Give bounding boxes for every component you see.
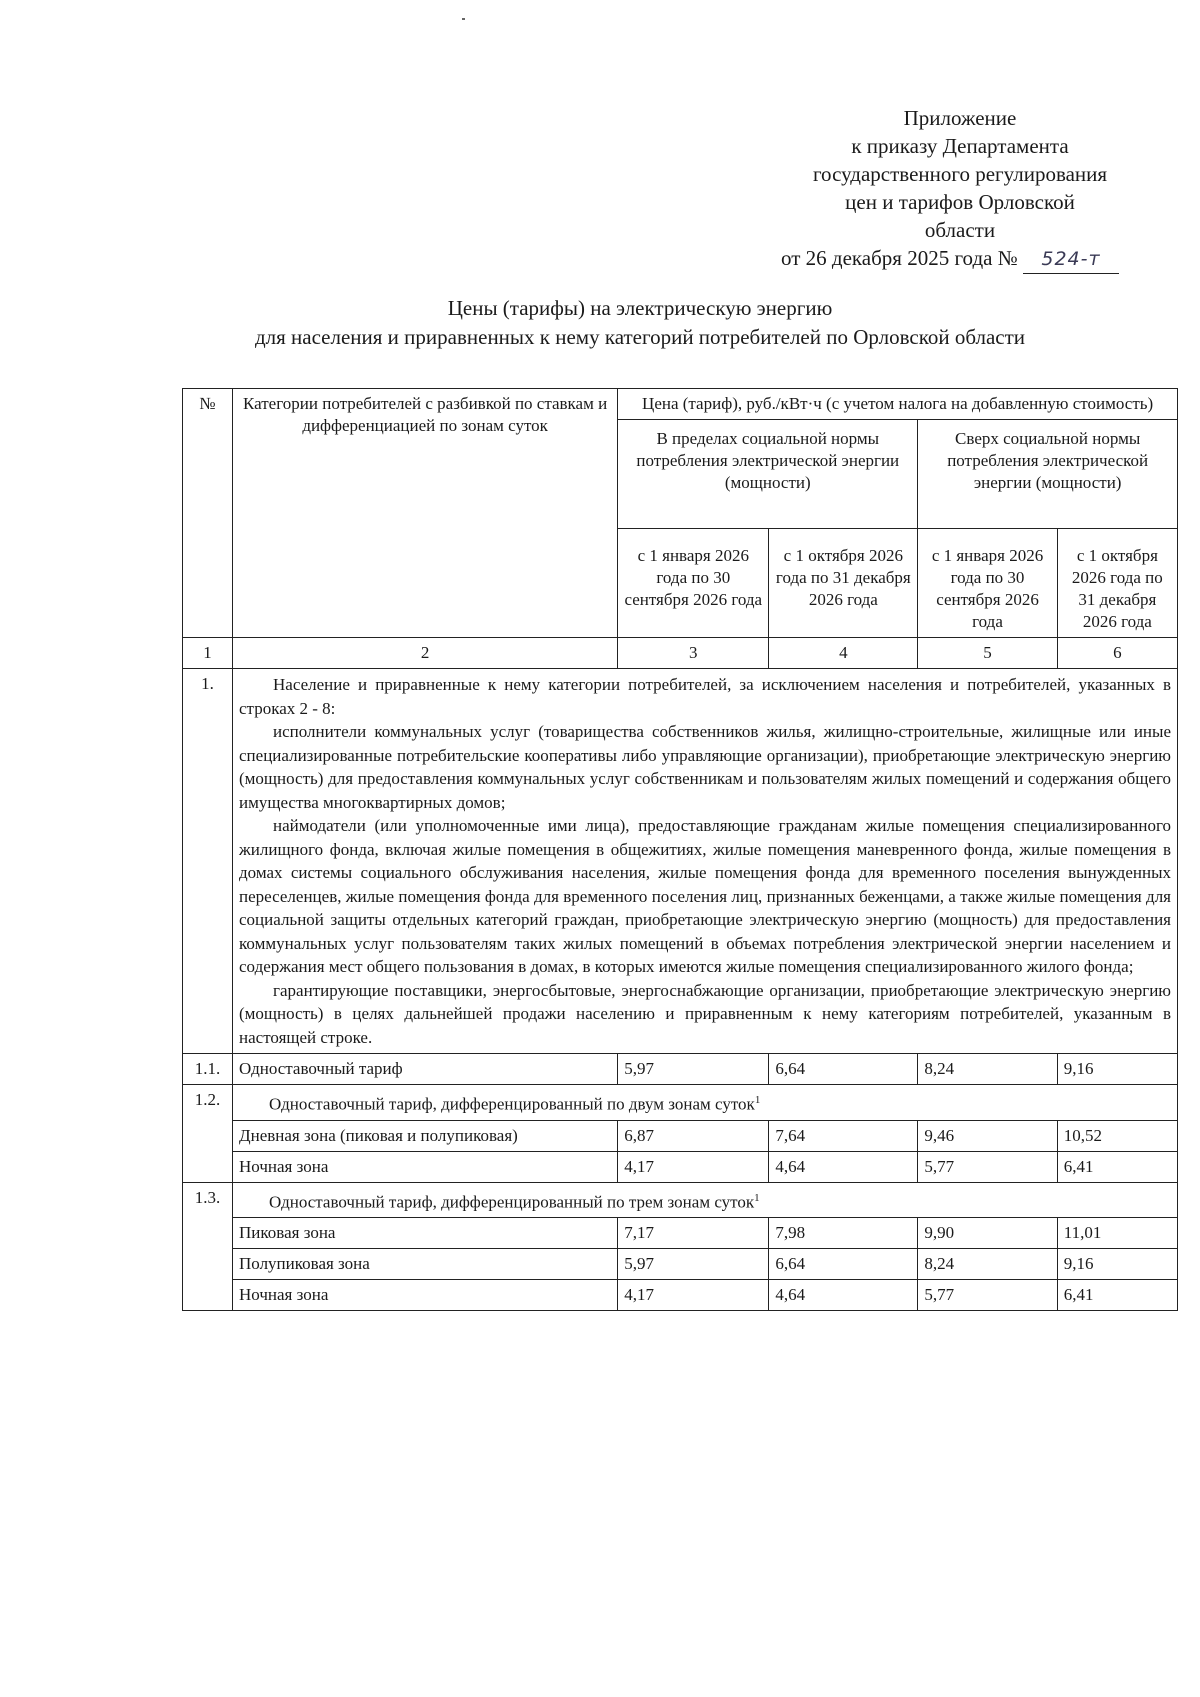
column-number: 2 (233, 638, 618, 669)
tariff-value: 5,77 (918, 1151, 1057, 1182)
table-row (183, 1280, 1178, 1311)
tariff-value: 4,17 (618, 1151, 769, 1182)
paragraph: гарантирующие поставщики, энергосбытовые, энергоснабжающие организации, приобретающие электрическую энергию (мощность) в целях дальнейшей продажи населению и приравненным к нему категориям потребителей, указанным в настоящей строке. (239, 980, 1171, 1047)
tariff-value: 7,98 (769, 1218, 918, 1249)
appendix-line: области (924, 218, 996, 242)
appendix-block (740, 104, 1180, 274)
tariff-value: 9,90 (918, 1218, 1057, 1249)
appendix-line: к приказу Департамента (851, 134, 1069, 158)
header-within-norm: В пределах социальной нормы потребления электрической энергии (мощности) (618, 420, 918, 529)
paragraph: Население и приравненные к нему категории потребителей, за исключением населения и потребителей, указанных в строках 2 - 8: (239, 675, 1171, 718)
group-label-text: Одноставочный тариф, дифференцированный по двум зонам суток (269, 1094, 755, 1114)
table-row (183, 1182, 1178, 1218)
row-number: 1.1. (183, 1054, 233, 1085)
section-1-description (233, 669, 1178, 1054)
title-line-1: Цены (тарифы) на электрическую энергию (447, 296, 833, 320)
tariff-value: 4,64 (769, 1280, 918, 1311)
tariff-value: 5,97 (618, 1054, 769, 1085)
tariff-value: 6,41 (1057, 1151, 1177, 1182)
tariff-value: 6,64 (769, 1249, 918, 1280)
header-price: Цена (тариф), руб./кВт·ч (с учетом налога на добавленную стоимость) (618, 389, 1178, 420)
header-category: Категории потребителей с разбивкой по ставкам и дифференциацией по зонам суток (233, 389, 618, 638)
scan-speck (462, 18, 465, 20)
tariff-value: 5,97 (618, 1249, 769, 1280)
paragraph: исполнители коммунальных услуг (товарищества собственников жилья, жилищно-строительные, жилищные или иные специализированные потребительские кооперативы либо управляющие организации), приобретающие электрическую энергию (мощность) для предоставления коммунальных услуг собственникам и пользователям жилых помещений и содержания общего имущества многоквартирных домов; (239, 722, 1171, 812)
row-label: Ночная зона (233, 1151, 618, 1182)
column-number-row (183, 638, 1178, 669)
order-reference (720, 244, 1180, 274)
row-label: Одноставочный тариф (233, 1054, 618, 1085)
table-row (183, 1054, 1178, 1085)
row-label: Пиковая зона (233, 1218, 618, 1249)
header-period: с 1 октября 2026 года по 31 декабря 2026 года (769, 529, 918, 638)
table-row (183, 1249, 1178, 1280)
table-row (183, 1218, 1178, 1249)
header-period: с 1 января 2026 года по 30 сентября 2026 года (618, 529, 769, 638)
tariff-value: 6,41 (1057, 1280, 1177, 1311)
appendix-line: цен и тарифов Орловской (845, 190, 1075, 214)
title-line-2: для населения и приравненных к нему категорий потребителей по Орловской области (254, 325, 1026, 349)
row-label: Ночная зона (233, 1280, 618, 1311)
appendix-line: Приложение (903, 106, 1017, 130)
document-title (160, 294, 1120, 352)
footnote-mark: 1 (754, 1191, 760, 1204)
column-number: 6 (1057, 638, 1177, 669)
row-number: 1.2. (183, 1085, 233, 1183)
order-number-handwritten: 524-т (1023, 245, 1119, 274)
tariff-value: 10,52 (1057, 1120, 1177, 1151)
row-label: Дневная зона (пиковая и полупиковая) (233, 1120, 618, 1151)
tariff-table (182, 388, 1178, 1311)
tariff-value: 7,64 (769, 1120, 918, 1151)
row-number: 1. (183, 669, 233, 1054)
row-group-label (233, 1182, 1178, 1218)
column-number: 3 (618, 638, 769, 669)
tariff-value: 9,16 (1057, 1249, 1177, 1280)
tariff-value: 4,64 (769, 1151, 918, 1182)
tariff-value: 8,24 (918, 1249, 1057, 1280)
header-period: с 1 октября 2026 года по 31 декабря 2026 года (1057, 529, 1177, 638)
appendix-line: государственного регулирования (812, 162, 1108, 186)
header-row-1 (183, 389, 1178, 420)
tariff-value: 7,17 (618, 1218, 769, 1249)
order-date: от 26 декабря 2025 года № (781, 246, 1018, 270)
row-number: 1.3. (183, 1182, 233, 1311)
tariff-value: 5,77 (918, 1280, 1057, 1311)
table-row (183, 1120, 1178, 1151)
table-row (183, 1151, 1178, 1182)
header-number: № (183, 389, 233, 638)
paragraph: наймодатели (или уполномоченные ими лица), предоставляющие гражданам жилые помещения специализированного жилищного фонда, включая жилые помещения в общежитиях, жилые помещения маневренного фонда, жилые помещения в домах системы социального обслуживания населения, жилые помещения фонда для временного поселения вынужденных переселенцев, жилые помещения фонда для временного поселения лиц, признанных беженцами, а также жилые помещения для социальной защиты отдельных категорий граждан, приобретающие электрическую энергию (мощность) для предоставления коммунальных услуг пользователям таких жилых помещений в объемах потребления электрической энергии населением и содержания мест общего пользования в домах, в которых имеются жилые помещения специализированного жилого фонда; (239, 816, 1171, 976)
group-label-text: Одноставочный тариф, дифференцированный по трем зонам суток (269, 1192, 755, 1212)
tariff-value: 4,17 (618, 1280, 769, 1311)
tariff-value: 11,01 (1057, 1218, 1177, 1249)
section-1-row (183, 669, 1178, 1054)
footnote-mark: 1 (754, 1094, 761, 1106)
header-above-norm: Сверх социальной нормы потребления электрической энергии (мощности) (918, 420, 1178, 529)
tariff-value: 9,16 (1057, 1054, 1177, 1085)
tariff-value: 6,87 (618, 1120, 769, 1151)
tariff-value: 6,64 (769, 1054, 918, 1085)
tariff-value: 9,46 (918, 1120, 1057, 1151)
column-number: 5 (918, 638, 1057, 669)
column-number: 4 (769, 638, 918, 669)
row-label: Полупиковая зона (233, 1249, 618, 1280)
tariff-value: 8,24 (918, 1054, 1057, 1085)
row-group-label (233, 1085, 1178, 1121)
header-period: с 1 января 2026 года по 30 сентября 2026 года (918, 529, 1057, 638)
table-row (183, 1085, 1178, 1121)
column-number: 1 (183, 638, 233, 669)
